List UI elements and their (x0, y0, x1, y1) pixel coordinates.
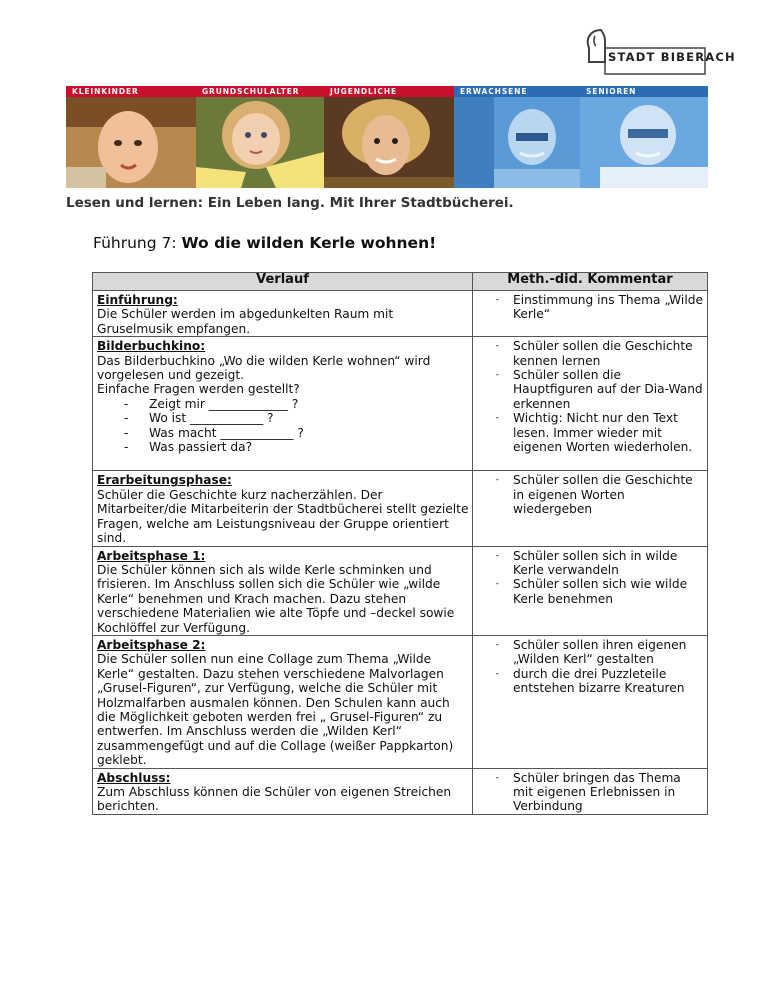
section-text: Schüler die Geschichte kurz nacherzählen. Der Mitarbeiter/die Mitarbeiterin der Stadtbücherei stellt gezielte Fragen, welche am Leistungsniveau der Gruppe orientiert sind. (97, 487, 469, 546)
question-text: Zeigt mir _____________ ? (149, 396, 299, 411)
audience-banner (66, 86, 708, 188)
page-title (93, 234, 436, 252)
dash: - (124, 411, 129, 426)
comment-text: Schüler sollen die Geschichte kennen lernen (513, 339, 693, 368)
comment-text: Schüler sollen sich wie wilde Kerle benehmen (513, 577, 688, 606)
cell-einfuehrung (93, 291, 473, 337)
dash: - (495, 475, 499, 486)
question-text: Wo ist ____________ ? (149, 411, 274, 426)
dash: - (124, 396, 129, 411)
banner-segment-senioren (580, 86, 708, 188)
banner-label: JUGENDLICHE (324, 86, 454, 97)
banner-segment-erwachsene (454, 86, 580, 188)
comment-item (473, 667, 703, 696)
banner-label: GRUNDSCHULALTER (196, 86, 324, 97)
cell-erarbeitung (93, 471, 473, 546)
cell-comment (473, 768, 708, 814)
table-row (93, 768, 708, 814)
adult-photo (454, 97, 580, 188)
section-heading: Abschluss: (97, 770, 171, 785)
table-row (93, 546, 708, 635)
cell-arbeitsphase-1 (93, 546, 473, 635)
section-text: Die Schüler können sich als wilde Kerle schminken und frisieren. Im Anschluss sollen sich die Schüler wie „wilde Kerle“ benehmen und Krach machen. Dazu stehen verschiedene Materialien wie alte Töpfe und –deckel sowie Kochlöffel zur Verfügung. (97, 562, 455, 635)
dash: - (495, 579, 499, 590)
question-text: Was macht ____________ ? (149, 425, 304, 440)
banner-label: SENIOREN (580, 86, 708, 97)
comment-item (473, 771, 703, 814)
column-header-kommentar: Meth.-did. Kommentar (473, 273, 708, 291)
table-row (93, 337, 708, 471)
comment-text: Schüler sollen die Geschichte in eigenen Worten wiedergeben (513, 473, 693, 517)
list-item (97, 411, 470, 425)
girl-reading-photo (196, 97, 324, 188)
comment-text: Einstimmung ins Thema „Wilde Kerle“ (513, 293, 703, 322)
table-row (93, 471, 708, 546)
cell-comment (473, 471, 708, 546)
comment-item (473, 411, 703, 454)
cell-comment (473, 546, 708, 635)
cell-comment (473, 291, 708, 337)
question-text: Was passiert da? (149, 440, 253, 455)
title-prefix: Führung 7: (93, 234, 182, 252)
dash: - (495, 295, 499, 305)
column-header-verlauf: Verlauf (93, 273, 473, 291)
section-heading: Arbeitsphase 2: (97, 637, 206, 652)
teen-photo (324, 97, 454, 188)
cell-abschluss (93, 768, 473, 814)
dash: - (124, 440, 129, 455)
comment-item (473, 638, 703, 667)
lesson-plan-table (92, 272, 708, 815)
dash: - (495, 370, 499, 381)
title-main: Wo die wilden Kerle wohnen! (181, 234, 437, 252)
comment-text: Schüler sollen sich in wilde Kerle verwandeln (513, 548, 678, 577)
list-item (97, 426, 470, 440)
dash: - (495, 772, 499, 783)
banner-segment-grundschulalter (196, 86, 324, 188)
section-heading: Einführung: (97, 293, 178, 307)
table-row (93, 291, 708, 337)
section-text: Die Schüler sollen nun eine Collage zum Thema „Wilde Kerle“ gestalten. Dazu stehen verschiedene Malvorlagen „Grusel-Figuren“, zur Verfügung, welche die Schüler mit Holzmalfarben ausmalen können. Den Schulen kann auch die Möglichkeit geboten werden frei „ Grusel-Figuren“ zu entwerfen. Im Anschluss werden die „Wilden Kerl“ zusammengefügt und auf die Collage (weißer Pappkarton) geklebt. (97, 652, 454, 768)
banner-segment-kleinkinder (66, 86, 196, 188)
cell-arbeitsphase-2 (93, 635, 473, 768)
tagline: Lesen und lernen: Ein Leben lang. Mit Ihrer Stadtbücherei. (66, 195, 514, 211)
child-photo (66, 97, 196, 188)
section-heading: Erarbeitungsphase: (97, 473, 232, 488)
section-heading: Arbeitsphase 1: (97, 548, 206, 563)
comment-text: Wichtig: Nicht nur den Text lesen. Immer wieder mit eigenen Worten wiederholen. (513, 411, 693, 455)
logo-text: STADT BIBERACH (608, 50, 736, 64)
dash: - (495, 668, 499, 679)
comment-text: Schüler bringen das Thema mit eigenen Erlebnissen in Verbindung (513, 770, 681, 814)
dash: - (124, 425, 129, 440)
dash: - (495, 639, 499, 650)
list-item (97, 397, 470, 411)
list-item (97, 440, 470, 454)
comment-item (473, 549, 703, 578)
cell-comment (473, 635, 708, 768)
section-text: Einfache Fragen werden gestellt? (97, 382, 300, 397)
banner-label: KLEINKINDER (66, 86, 196, 97)
comment-text: Schüler sollen ihren eigenen „Wilden Kerl“ gestalten (513, 637, 687, 667)
comment-item (473, 293, 703, 322)
section-text: Die Schüler werden im abgedunkelten Raum mit Gruselmusik empfangen. (97, 307, 394, 336)
section-text: Das Bilderbuchkino „Wo die wilden Kerle wohnen“ wird vorgelesen und gezeigt. (97, 353, 431, 383)
section-heading: Bilderbuchkino: (97, 339, 206, 354)
banner-label: ERWACHSENE (454, 86, 580, 97)
comment-item (473, 473, 703, 516)
section-text: Zum Abschluss können die Schüler von eigenen Streichen berichten. (97, 785, 452, 814)
comment-item (473, 339, 703, 368)
senior-photo (580, 97, 708, 188)
cell-comment (473, 337, 708, 471)
table-row (93, 635, 708, 768)
banner-segment-jugendliche (324, 86, 454, 188)
question-list (97, 397, 470, 455)
comment-item (473, 577, 703, 606)
cell-bilderbuch (93, 337, 473, 471)
comment-text: durch die drei Puzzleteile entstehen bizarre Kreaturen (513, 666, 685, 696)
comment-text: Schüler sollen die Hauptfiguren auf der Dia-Wand erkennen (513, 368, 703, 411)
dash: - (495, 413, 499, 424)
dash: - (495, 550, 499, 561)
table-header-row (93, 273, 708, 291)
comment-item (473, 368, 703, 411)
dash: - (495, 341, 499, 352)
